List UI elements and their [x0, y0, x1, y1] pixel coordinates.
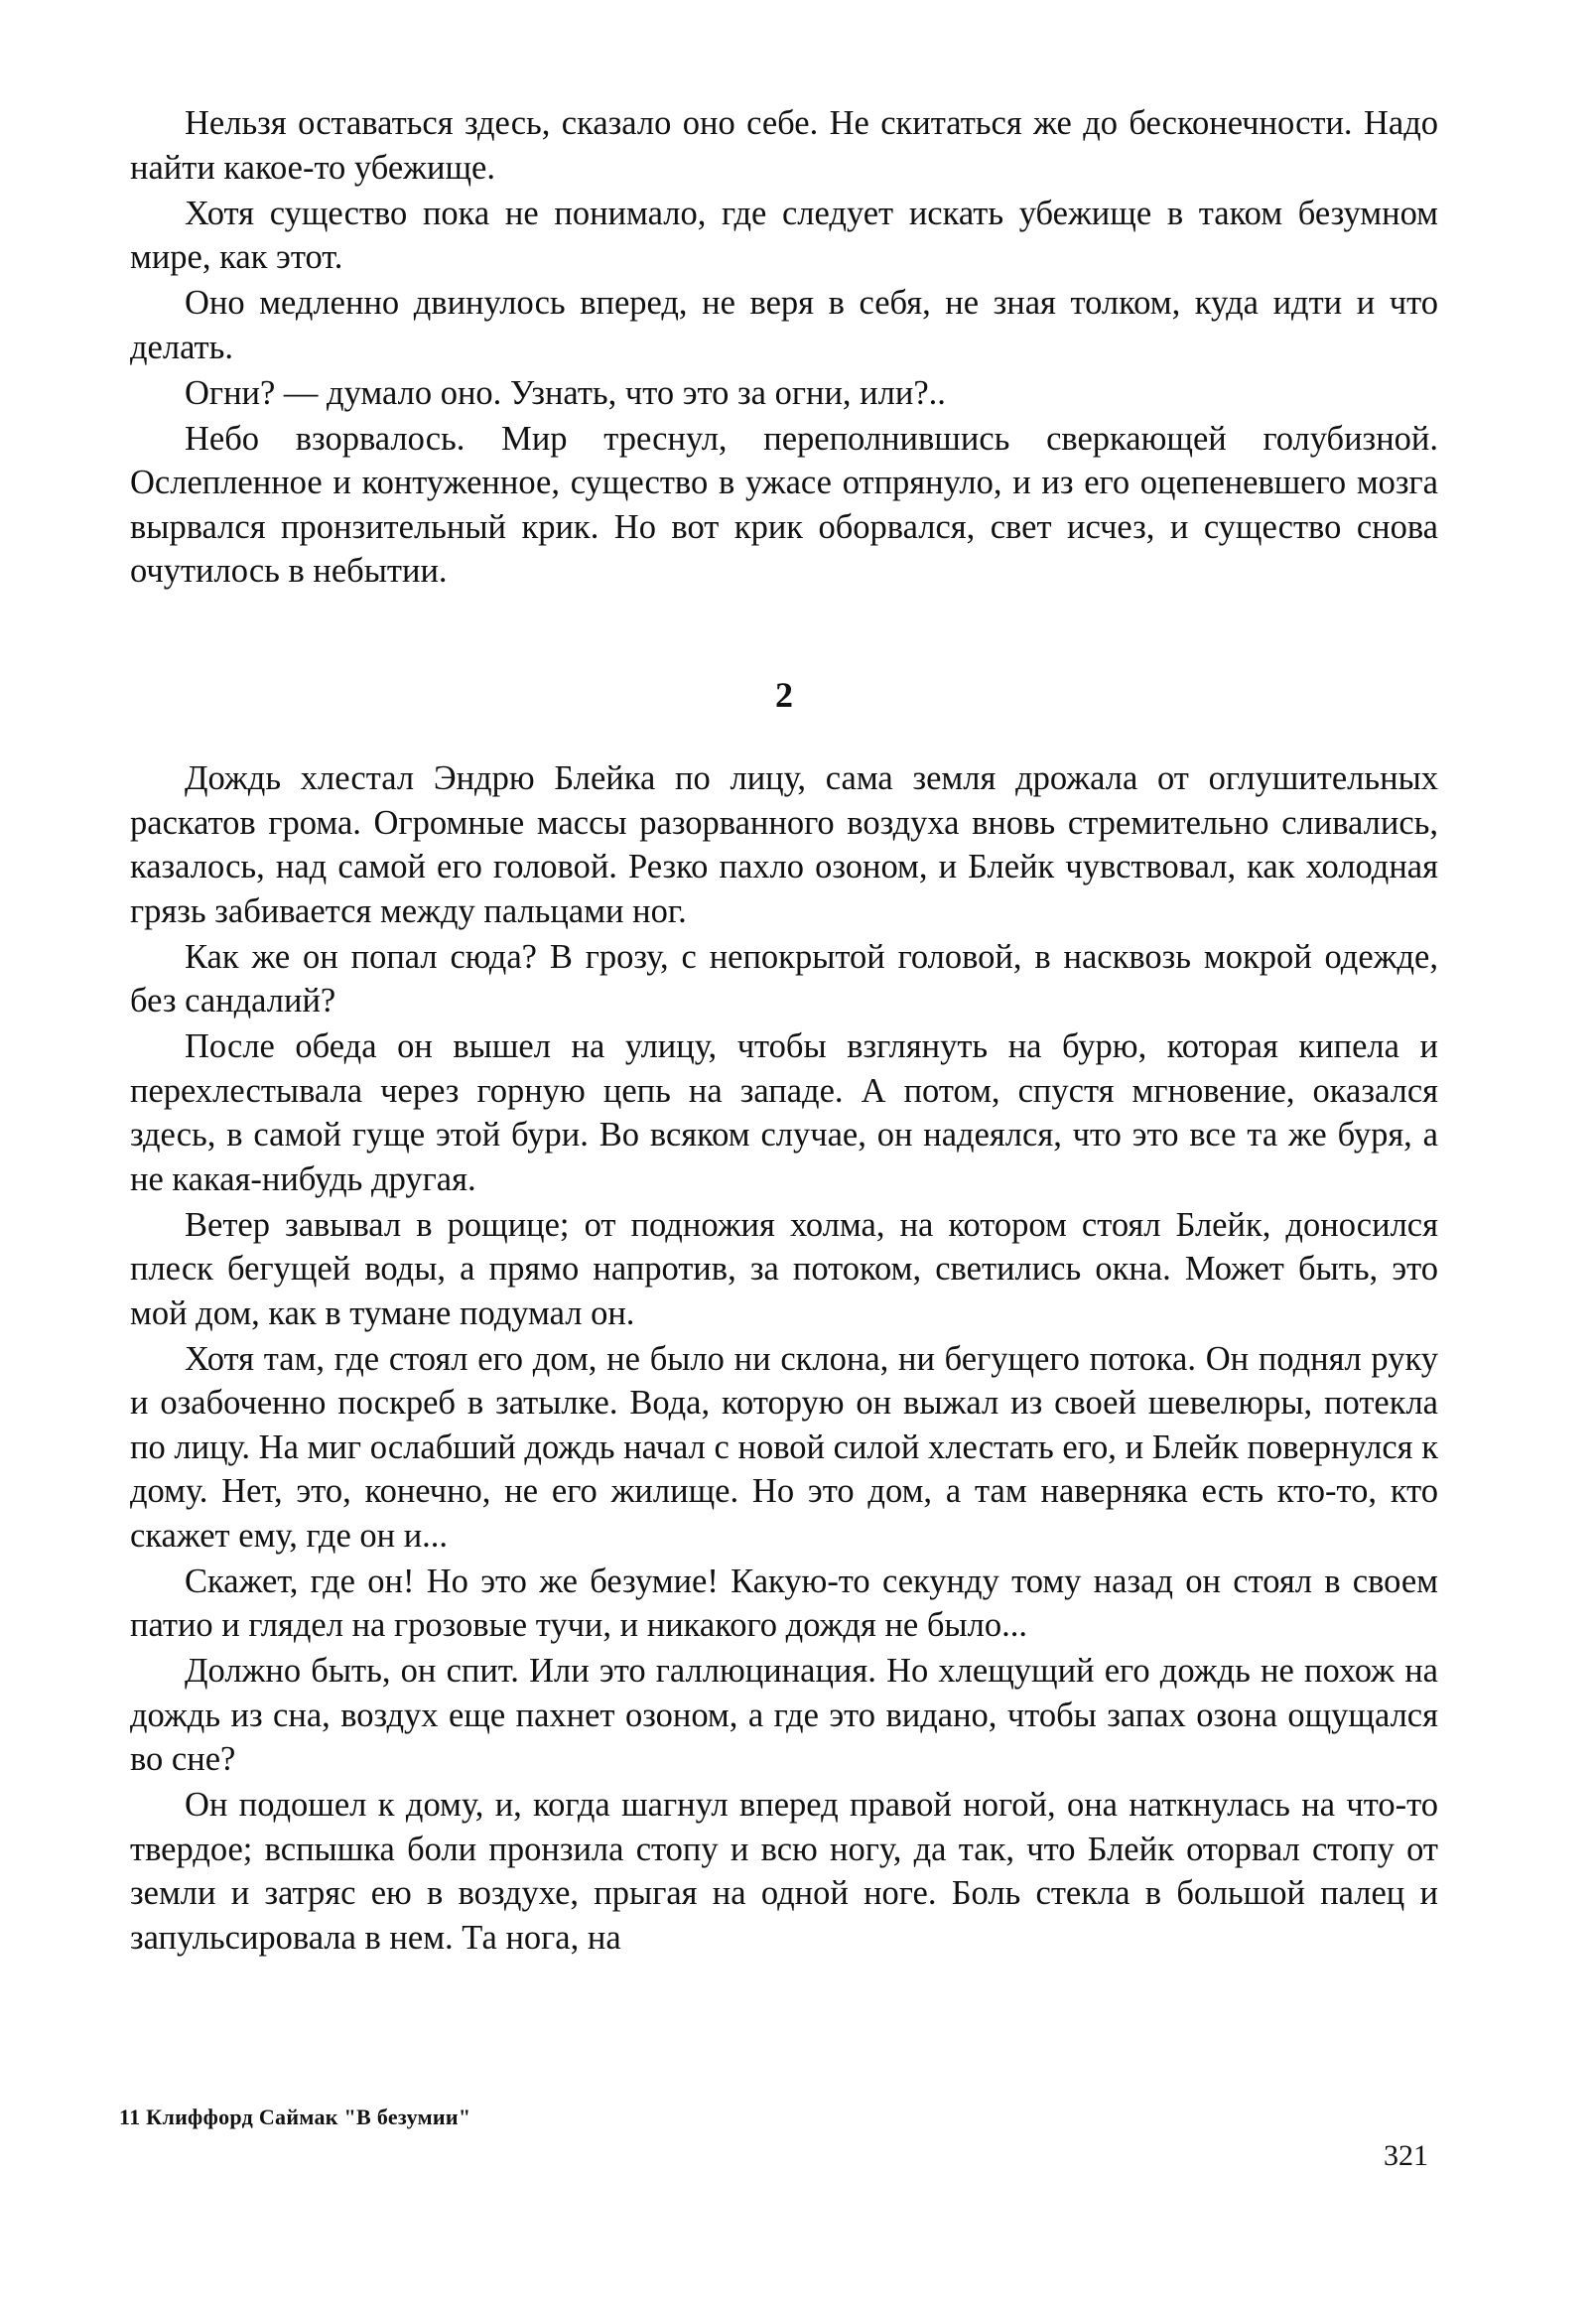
paragraph: Оно медленно двинулось вперед, не веря в себя, не зная толком, куда идти и что делать. [130, 284, 1438, 366]
page-number: 321 [1384, 2139, 1428, 2172]
paragraph: Как же он попал сюда? В грозу, с непокрытой головой, в насквозь мокрой одежде, без сандалий? [130, 937, 1438, 1019]
paragraph: Должно быть, он спит. Или это галлюцинация. Но хлещущий его дождь не похож на дождь из сна, воздух еще пахнет озоном, а где это видано, чтобы запах озона ощущался во сне? [130, 1652, 1438, 1778]
paragraph: Хотя существо пока не понимало, где следует искать убежище в таком безумном мире, как этот. [130, 194, 1438, 276]
paragraph: Скажет, где он! Но это же безумие! Какую-то секунду тому назад он стоял в своем патио и глядел на грозовые тучи, и никакого дождя не было... [130, 1562, 1438, 1644]
paragraph: Огни? — думало оно. Узнать, что это за огни, или?.. [185, 373, 946, 412]
paragraph: После обеда он вышел на улицу, чтобы взглянуть на бурю, которая кипела и перехлестывала через горную цепь на западе. А потом, спустя мгновение, оказался здесь, в самой гуще этой бури. Во всяком случае, он надеялся, что это все та же буря, а не какая-нибудь другая. [130, 1027, 1438, 1198]
paragraph: Нельзя оставаться здесь, сказало оно себе. Не скитаться же до бесконечности. Надо найти какое-то убежище. [130, 104, 1438, 187]
text-section-top [130, 101, 1438, 595]
text-section-chapter [130, 756, 1438, 1962]
paragraph: Дождь хлестал Эндрю Блейка по лицу, сама земля дрожала от оглушительных раскатов грома. Огромные массы разорванного воздуха вновь стремительно сливались, казалось, над самой его головой. Резко пахло озоном, и Блейк чувствовал, как холодная грязь забивается между пальцами ног. [130, 759, 1438, 930]
paragraph: Хотя там, где стоял его дом, не было ни склона, ни бегущего потока. Он поднял руку и озабоченно поскреб в затылке. Вода, которую он выжал из своей шевелюры, потекла по лицу. На миг ослабший дождь начал с новой силой хлестать его, и Блейк повернулся к дому. Нет, это, конечно, не его жилище. Но это дом, а там наверняка есть кто-то, кто скажет ему, где он и... [130, 1339, 1438, 1555]
paragraph: Он подошел к дому, и, когда шагнул вперед правой ногой, она наткнулась на что-то твердое; вспышка боли пронзила стопу и всю ногу, да так, что Блейк оторвал стопу от земли и затряс ею в воздухе, прыгая на одной ноге. Боль стекла в большой палец и запульсировала в нем. Та нога, на [130, 1786, 1438, 1957]
chapter-number: 2 [775, 675, 793, 715]
paragraph: Небо взорвалось. Мир треснул, переполнившись сверкающей голубизной. Ослепленное и контуженное, существо в ужасе отпрянуло, и из его оцепеневшего мозга вырвался пронзительный крик. Но вот крик оборвался, свет исчез, и существо снова очутилось в небытии. [130, 419, 1438, 590]
printer-signature: 11 Клиффорд Саймак "В безумии" [119, 2105, 471, 2129]
paragraph: Ветер завывал в рощице; от подножия холма, на котором стоял Блейк, доносился плеск бегущей воды, а прямо напротив, за потоком, светились окна. Может быть, это мой дом, как в тумане подумал он. [130, 1205, 1438, 1332]
